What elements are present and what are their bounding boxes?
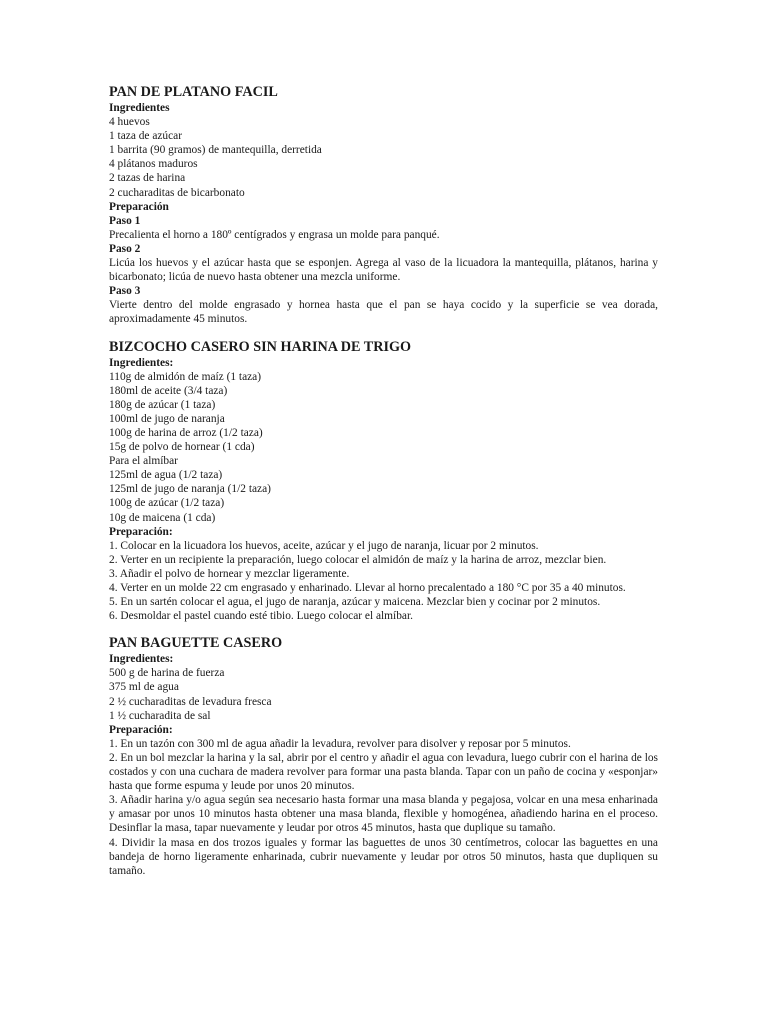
ingredient-item: 180ml de aceite (3/4 taza) bbox=[109, 384, 228, 397]
ingredient-item: 100g de azúcar (1/2 taza) bbox=[109, 497, 225, 510]
ingredient-item: 1 ½ cucharadita de sal bbox=[109, 709, 211, 722]
ingredients-label: Ingredientes: bbox=[109, 653, 174, 666]
ingredient-item: 1 barrita (90 gramos) de mantequilla, derretida bbox=[109, 144, 322, 157]
ingredient-item: 10g de maicena (1 cda) bbox=[109, 511, 216, 524]
ingredient-item: 500 g de harina de fuerza bbox=[109, 667, 225, 680]
step-text: Licúa los huevos y el azúcar hasta que se esponjen. Agrega al vaso de la licuadora la mantequilla, plátanos, harina y bicarbonato; licúa de nuevo hasta obtener una mezcla uniforme. bbox=[109, 257, 658, 284]
recipe-title: PAN BAGUETTE CASERO bbox=[109, 635, 283, 652]
recipe-bizcocho-casero bbox=[109, 339, 658, 624]
step-text: 3. Añadir el polvo de hornear y mezclar ligeramente. bbox=[109, 567, 350, 580]
ingredient-item: 2 ½ cucharaditas de levadura fresca bbox=[109, 695, 272, 708]
ingredient-item: 375 ml de agua bbox=[109, 681, 179, 694]
ingredient-item: 4 huevos bbox=[109, 116, 150, 129]
step-text: 4. Dividir la masa en dos trozos iguales y formar las baguettes de unos 30 centímetros, colocar las baguettes en una bandeja de horno ligeramente enharinada, cubrir nuevamente y leudar por otros 50 minutos, hasta que dupliquen su tamaño. bbox=[109, 836, 658, 877]
preparation-label: Preparación: bbox=[109, 723, 173, 736]
step-text: 6. Desmoldar el pastel cuando esté tibio. Luego colocar el almíbar. bbox=[109, 610, 413, 623]
step-label: Paso 1 bbox=[109, 214, 141, 227]
ingredient-item: 125ml de agua (1/2 taza) bbox=[109, 469, 223, 482]
preparation-label: Preparación: bbox=[109, 525, 173, 538]
step-text: 1. Colocar en la licuadora los huevos, aceite, azúcar y el jugo de naranja, licuar por 2 minutos. bbox=[109, 539, 539, 552]
step-text: 5. En un sartén colocar el agua, el jugo de naranja, azúcar y maicena. Mezclar bien y cocinar por 2 minutos. bbox=[109, 596, 601, 609]
step-label: Paso 3 bbox=[109, 285, 141, 298]
ingredient-item: 110g de almidón de maíz (1 taza) bbox=[109, 370, 262, 383]
step-text: 4. Verter en un molde 22 cm engrasado y enharinado. Llevar al horno precalentado a 180 °C por 35 a 40 minutos. bbox=[109, 582, 626, 594]
ingredient-item: 100g de harina de arroz (1/2 taza) bbox=[109, 426, 263, 439]
ingredient-item: 2 cucharaditas de bicarbonato bbox=[109, 186, 245, 199]
ingredient-item: 125ml de jugo de naranja (1/2 taza) bbox=[109, 483, 271, 496]
ingredient-item: 1 taza de azúcar bbox=[109, 130, 183, 143]
recipe-title: BIZCOCHO CASERO SIN HARINA DE TRIGO bbox=[109, 338, 412, 355]
recipe-pan-de-platano bbox=[109, 84, 658, 327]
ingredient-item: 100ml de jugo de naranja bbox=[109, 412, 225, 425]
step-text: Precalienta el horno a 180º centígrados y engrasa un molde para panqué. bbox=[109, 228, 440, 241]
step-text: Vierte dentro del molde engrasado y hornea hasta que el pan se haya cocido y la superficie se vea dorada, aproximadamente 45 minutos. bbox=[109, 299, 658, 326]
document-page bbox=[109, 84, 658, 878]
ingredients-label: Ingredientes: bbox=[109, 356, 174, 369]
recipe-pan-baguette bbox=[109, 635, 658, 878]
ingredient-item: 15g de polvo de hornear (1 cda) bbox=[109, 441, 255, 454]
ingredient-item: 4 plátanos maduros bbox=[109, 158, 198, 171]
recipe-title: PAN DE PLATANO FACIL bbox=[109, 84, 278, 100]
ingredient-item: 2 tazas de harina bbox=[109, 172, 186, 185]
step-label: Paso 2 bbox=[109, 242, 141, 255]
step-text: 2. Verter en un recipiente la preparación, luego colocar el almidón de maíz y la harina de arroz, mezclar bien. bbox=[109, 553, 607, 566]
ingredient-item: 180g de azúcar (1 taza) bbox=[109, 398, 216, 411]
ingredients-label: Ingredientes bbox=[109, 102, 170, 114]
preparation-label: Preparación bbox=[109, 200, 169, 213]
step-text: 2. En un bol mezclar la harina y la sal, abrir por el centro y añadir el agua con levadura, luego cubrir con el harina de los costados y con una cuchara de madera revolver para formar una pasta blanda. Tapar con un paño de cocina y «esponjar» hasta que forme espuma y leude por unos 20 minutos. bbox=[109, 751, 658, 793]
ingredient-subheading: Para el almíbar bbox=[109, 455, 178, 468]
step-text: 1. En un tazón con 300 ml de agua añadir la levadura, revolver para disolver y reposar por 5 minutos. bbox=[109, 737, 571, 750]
step-text: 3. Añadir harina y/o agua según sea necesario hasta formar una masa blanda y pegajosa, volcar en una mesa enharinada y amasar por unos 10 minutos hasta obtener una masa blanda, flexible y homogénea, añadiendo harina en el proceso. Desinflar la masa, tapar nuevamente y leudar por otros 45 minutos, hasta que duplique su tamaño. bbox=[109, 794, 658, 835]
